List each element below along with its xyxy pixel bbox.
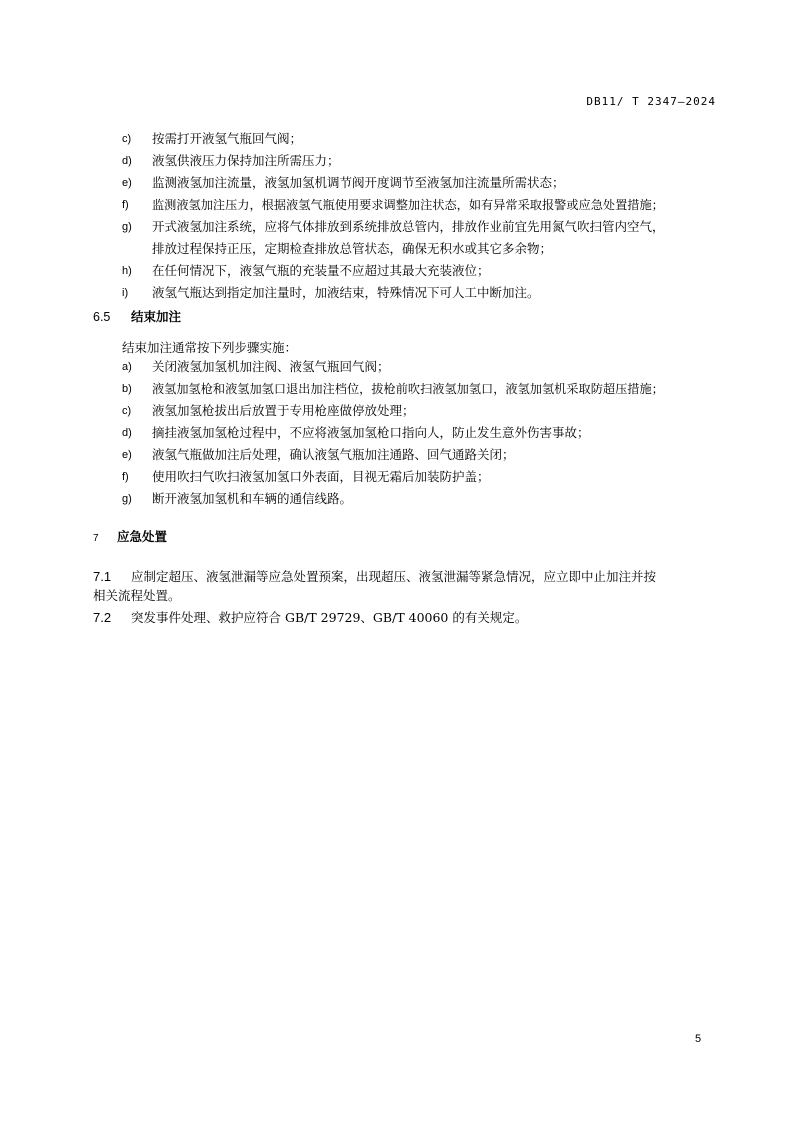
section-number: 7 — [93, 533, 99, 544]
list-item-text: 按需打开液氢气瓶回气阀； — [152, 131, 303, 146]
list-item-text: 断开液氢加氢机和车辆的通信线路。 — [152, 491, 353, 506]
list-item-label: d) — [122, 427, 132, 439]
clause-number: 7.2 — [93, 610, 112, 625]
list-item — [0, 400, 793, 422]
list-item-label: b) — [122, 383, 132, 395]
section-heading-6-5 — [93, 307, 181, 325]
section-title: 应急处置 — [117, 529, 168, 544]
list-item-label: g) — [122, 221, 132, 233]
list-item — [0, 150, 793, 172]
list-item-text: 液氢加氢枪拔出后放置于专用枪座做停放处理； — [152, 403, 415, 418]
list-item-label: i) — [122, 287, 129, 299]
list-item-text: 摘挂液氢加氢枪过程中，不应将液氢加氢枪口指向人，防止发生意外伤害事故； — [152, 425, 590, 440]
list-item-continuation — [0, 238, 793, 260]
list-item — [0, 172, 793, 194]
list-item-text: 监测液氢加注流量，液氢加氢机调节阀开度调节至液氢加注流量所需状态； — [152, 175, 565, 190]
clause-7-1-continuation: 相关流程处置。 — [93, 588, 181, 603]
list-item-label: f) — [122, 199, 129, 211]
list-item — [0, 422, 793, 444]
list-item-label: e) — [122, 177, 132, 189]
list-item-label: e) — [122, 449, 132, 461]
clause-7-1 — [93, 567, 656, 585]
clause-number: 7.1 — [93, 569, 112, 584]
list-item-text: 液氢气瓶达到指定加注量时，加液结束，特殊情况下可人工中断加注。 — [152, 285, 540, 300]
clause-7-2 — [93, 608, 527, 626]
list-item-label: c) — [122, 405, 132, 417]
list-item-text: 关闭液氢加氢机加注阀、液氢气瓶回气阀； — [152, 359, 390, 374]
list-item — [0, 194, 793, 216]
page-number: 5 — [695, 1033, 702, 1045]
list-item-text: 液氢供液压力保持加注所需压力； — [152, 153, 340, 168]
list-item — [0, 216, 793, 238]
clause-text: 突发事件处理、救护应符合 GB/T 29729、GB/T 40060 的有关规定。 — [131, 610, 528, 625]
section-heading-7 — [93, 527, 167, 545]
document-id-header: DB11/ T 2347—2024 — [586, 95, 716, 108]
list-item-label: c) — [122, 133, 132, 145]
list-item-label: d) — [122, 155, 132, 167]
list-item — [0, 378, 793, 400]
list-item — [0, 260, 793, 282]
list-item — [0, 444, 793, 466]
clause-text: 应制定超压、液氢泄漏等应急处置预案，出现超压、液氢泄漏等紧急情况，应立即中止加注并按 — [131, 569, 657, 584]
list-item — [0, 488, 793, 510]
section-number: 6.5 — [93, 310, 111, 324]
list-item-text: 排放过程保持正压，定期检查排放总管状态，确保无积水或其它多余物； — [152, 241, 553, 256]
list-item-text: 开式液氢加注系统，应将气体排放到系统排放总管内，排放作业前宜先用氮气吹扫管内空气， — [152, 219, 665, 234]
list-item — [0, 356, 793, 378]
list-item-text: 使用吹扫气吹扫液氢加氢口外表面，目视无霜后加装防护盖； — [152, 469, 490, 484]
list-item-text: 液氢气瓶做加注后处理，确认液氢气瓶加注通路、回气通路关闭； — [152, 447, 515, 462]
list-item — [0, 128, 793, 150]
list-item — [0, 282, 793, 304]
list-item-label: f) — [122, 471, 129, 483]
list-item-text: 液氢加氢枪和液氢加氢口退出加注档位，拔枪前吹扫液氢加氢口，液氢加氢机采取防超压措施； — [152, 382, 664, 396]
list-item-label: g) — [122, 493, 132, 505]
list-item-text: 在任何情况下，液氢气瓶的充装量不应超过其最大充装液位； — [152, 263, 490, 278]
section-title: 结束加注 — [131, 309, 182, 324]
list-item-text: 监测液氢加注压力，根据液氢气瓶使用要求调整加注状态，如有异常采取报警或应急处置措施； — [152, 198, 664, 212]
section-intro: 结束加注通常按下列步骤实施： — [122, 340, 298, 355]
list-item-label: h) — [122, 265, 132, 277]
list-item — [0, 466, 793, 488]
list-item-label: a) — [122, 361, 132, 373]
